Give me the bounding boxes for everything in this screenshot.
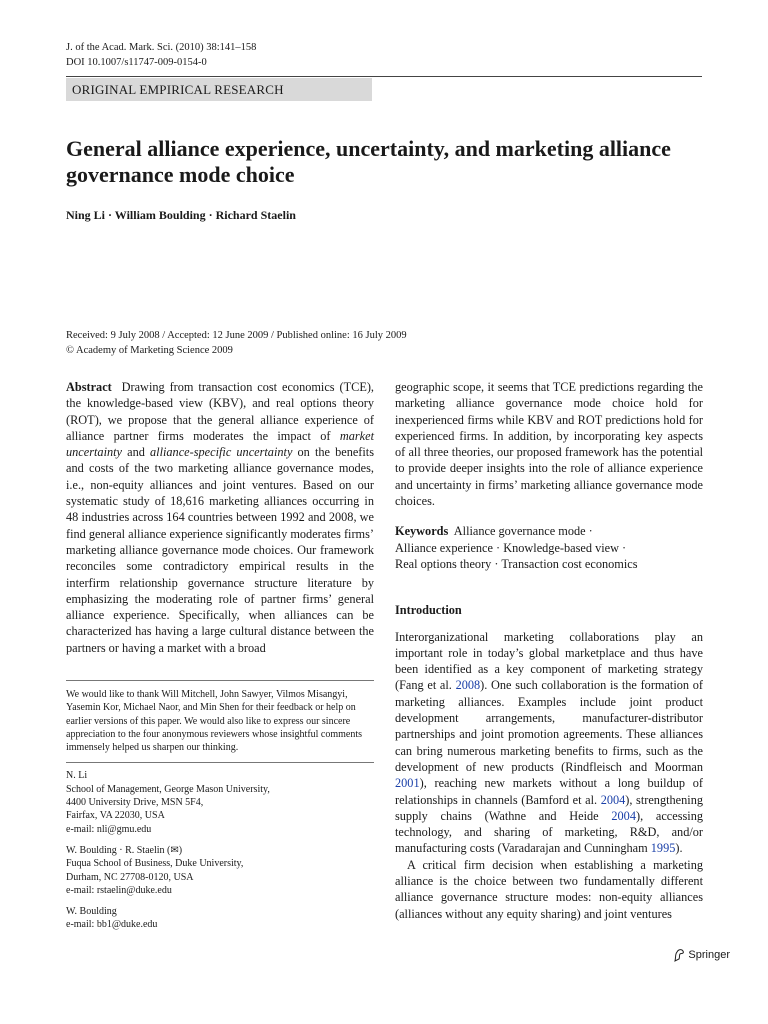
acknowledgment: We would like to thank Will Mitchell, John Sawyer, Vilmos Misangyi, Yasemin Kor, Michael Naor, and Min Shen for their feedback or help on earlier versions of this paper. We would also like to express our sincere appreciation to the four anonymous reviewers whose insightful comments immensely helped us sharpen our thinking.: [66, 689, 363, 754]
affiliation-li: [66, 769, 374, 835]
intro-text: ). One such collaboration is the formation of marketing alliances. Examples include joint product development arrangements, manufacturer-distributor partnerships and joint promotion agreements. These alliances can bring numerous marketing benefits to firms, such as the development of new products (Rindfleisch and Moorman: [395, 678, 703, 774]
intro-paragraph-2: A critical firm decision when establishing a marketing alliance is the choice between two fundamentally different alliance governance structure modes: non-equity alliances (alliances without any equity sharing) and joint ventures: [395, 857, 703, 921]
intro-text: ), accessing technology, and sharing of marketing, R&D, and/or manufacturing costs (Varadarajan and Cunningham: [395, 808, 703, 856]
keywords: [395, 523, 703, 572]
footnote-rule: [66, 680, 374, 681]
affiliation-boulding: [66, 905, 374, 932]
affiliation-org: Fuqua School of Business, Duke University,: [66, 858, 244, 870]
keyword-line: Real options theory · Transaction cost economics: [395, 556, 638, 571]
author-list: Ning Li · William Boulding · Richard Staelin: [66, 208, 296, 222]
publisher-name: Springer: [688, 949, 730, 961]
affiliation-org: School of Management, George Mason University,: [66, 783, 270, 795]
copyright-notice: © Academy of Marketing Science 2009: [66, 345, 233, 356]
intro-text: ).: [675, 841, 683, 856]
affiliation-name-text: W. Boulding · R. Staelin (: [66, 844, 171, 856]
journal-header: [66, 40, 256, 70]
doi[interactable]: DOI 10.1007/s11747-009-0154-0: [66, 57, 207, 68]
publisher-logo: [673, 948, 730, 962]
footnote-divider: [66, 762, 374, 763]
right-column: [395, 379, 703, 922]
affiliation-address: Fairfax, VA 22030, USA: [66, 810, 165, 822]
footnotes: [66, 688, 374, 940]
springer-horse-icon: [673, 948, 685, 962]
intro-text: ), reaching new markets without a long buildup of relationships in channels (Bamford et al.: [395, 776, 703, 807]
citation-link[interactable]: 2004: [600, 792, 626, 807]
abstract-term-alliance-uncertainty: alliance-specific uncertainty: [150, 445, 293, 460]
citation-link[interactable]: 2008: [455, 678, 481, 693]
affiliation-name-end: ): [178, 844, 183, 856]
intro-paragraph-1: [395, 629, 703, 857]
abstract-text-2: and: [122, 445, 151, 460]
abstract-text-3: on the benefits and costs of the two marketing alliance governance modes, i.e., non-equity alliances and joint ventures. Based on our systematic study of 18,616 marketing alliances occurring in 48 industries across 164 countries between 1992 and 2008, we find general alliance experience significantly moderates firms’ marketing alliance governance mode choices. Our framework reconciles some contradictory empirical results in the interfirm relationship governance structure literature by emphasizing the moderating role of partner firms’ general alliance experience. Specifically, when alliances can be characterized has having a large cultural distance between the partners or having a market with a broad: [66, 445, 375, 655]
keyword-line: Alliance experience · Knowledge-based view ·: [395, 540, 627, 555]
header-rule: [66, 76, 702, 77]
intro-text: Interorganizational marketing collaborations play an important role in today’s global marketplace and thus have been identified as a key component of marketing strategy (Fang et al.: [395, 629, 703, 693]
abstract: [66, 379, 374, 656]
abstract-continuation: geographic scope, it seems that TCE predictions regarding the marketing alliance governance mode choice hold for inexperienced firms while KBV and ROT predictions hold for experienced firms. In addition, by incorporating key aspects of all three theories, our proposed framework has the potential to provide deeper insights into the role of alliance experience and uncertainty in firms’ marketing alliance governance mode choices.: [395, 380, 703, 509]
affiliation-name: [66, 844, 374, 857]
affiliation-email[interactable]: e-mail: rstaelin@duke.edu: [66, 884, 172, 896]
left-column: [66, 379, 374, 656]
keyword-line: Alliance governance mode ·: [453, 524, 593, 539]
affiliation-name: W. Boulding: [66, 906, 117, 918]
abstract-text-1: Drawing from transaction cost economics (TCE), the knowledge-based view (KBV), and real options theory (ROT), we propose that the general alliance experience of alliance partner firms moderates the impact of: [66, 380, 374, 443]
citation-link[interactable]: 2001: [395, 776, 420, 791]
affiliation-email[interactable]: e-mail: nli@gmu.edu: [66, 823, 152, 835]
intro-text: ), strengthening supply chains (Wathne and Heide: [395, 792, 703, 823]
article-title: General alliance experience, uncertainty, and marketing alliance governance mode choice: [66, 136, 671, 187]
abstract-term-market-uncertainty: market uncertainty: [66, 428, 374, 460]
section-heading-introduction: Introduction: [395, 603, 462, 618]
affiliation-address: Durham, NC 27708-0120, USA: [66, 871, 194, 883]
article-history: Received: 9 July 2008 / Accepted: 12 June 2009 / Published online: 16 July 2009: [66, 330, 407, 341]
affiliation-address: 4400 University Drive, MSN 5F4,: [66, 797, 204, 809]
publication-dates: [66, 328, 407, 358]
citation-link[interactable]: 2004: [611, 808, 636, 823]
citation-link[interactable]: 1995: [650, 841, 676, 856]
affiliation-name: N. Li: [66, 770, 88, 782]
journal-citation: J. of the Acad. Mark. Sci. (2010) 38:141–158: [66, 42, 257, 53]
section-banner: ORIGINAL EMPIRICAL RESEARCH: [66, 78, 372, 101]
keywords-label: Keywords: [395, 524, 449, 539]
affiliation-boulding-staelin: [66, 844, 374, 897]
affiliation-email[interactable]: e-mail: bb1@duke.edu: [66, 919, 158, 931]
abstract-label: Abstract: [66, 380, 112, 394]
envelope-icon: ✉: [170, 844, 179, 856]
